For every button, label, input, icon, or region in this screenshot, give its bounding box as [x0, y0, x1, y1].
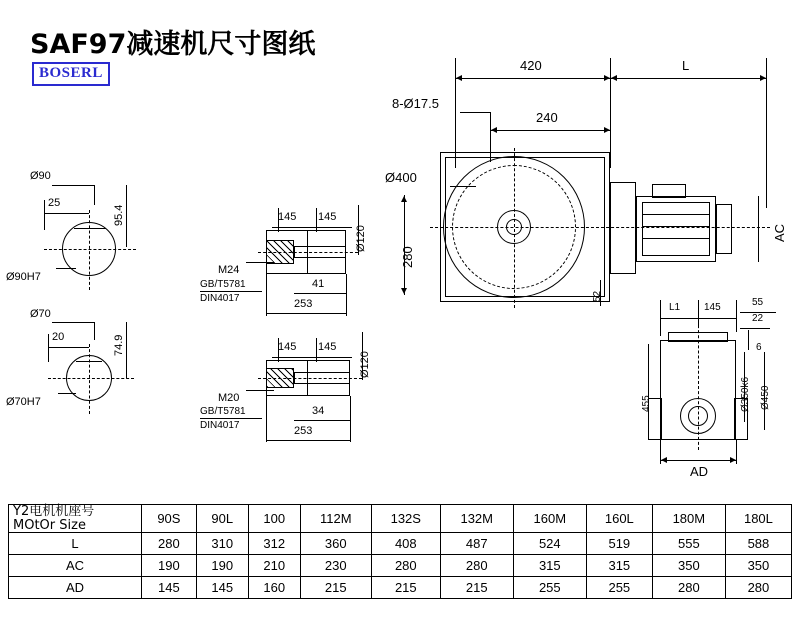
shaft-2-label-20: 20 [52, 331, 65, 343]
mid2-dim-253-line [266, 440, 350, 441]
label-52: 52 [592, 290, 603, 302]
table-row [9, 533, 792, 555]
mid1-label-253: 253 [294, 298, 313, 310]
top-dim-L-arrow-right [760, 75, 766, 81]
table-header-label-en: MOtOr Size [13, 517, 86, 533]
table-cell: 160 [248, 577, 300, 599]
brand-logo: BOSERL [32, 62, 110, 86]
dim-280-arrow-up [401, 196, 407, 202]
table-col-2: 100 [248, 505, 300, 533]
br-ext-ad-a [660, 440, 661, 464]
table-cell: 215 [300, 577, 371, 599]
shaft-1-ext-left [44, 200, 45, 230]
mid1-dim-145a [272, 227, 312, 228]
dim-240-arrow-right [604, 127, 610, 133]
mid2-dim-145a [272, 357, 312, 358]
table-cell: 280 [652, 577, 725, 599]
motor-fin-1 [642, 214, 710, 215]
br-label-AD: AD [690, 464, 709, 479]
mid-assembly-1-edge [307, 230, 308, 274]
br-label-22: 22 [752, 313, 764, 324]
table-cell: 280 [142, 533, 197, 555]
table-cell: 555 [652, 533, 725, 555]
mid2-ext-253a [266, 396, 267, 442]
br-dim-455-line [648, 344, 649, 440]
mid1-label-145a: 145 [278, 211, 297, 223]
shaft-2-bore-leader [58, 393, 76, 394]
shaft-1-bore-leader [56, 268, 76, 269]
AC-ext-line [758, 196, 759, 262]
front-view-centerline-v [698, 320, 699, 450]
table-col-0: 90S [142, 505, 197, 533]
table-row [9, 555, 792, 577]
table-col-6: 160M [513, 505, 586, 533]
mid2-ext-253b [350, 396, 351, 442]
mid-assembly-2-edge [307, 360, 308, 396]
table-row-label-AC: AC [9, 555, 142, 577]
table-cell: 210 [248, 555, 300, 577]
mid1-label-thread: M24 [218, 264, 240, 276]
table-row-label-AD: AD [9, 577, 142, 599]
table-cell: 408 [371, 533, 440, 555]
br-dim-22-line [740, 328, 770, 329]
shaft-2-centerline-v [89, 344, 90, 414]
table-cell: 145 [142, 577, 197, 599]
label-AC: AC [772, 223, 787, 242]
table-cell: 280 [371, 555, 440, 577]
mid-assembly-1-centerline [258, 252, 358, 253]
top-dim-420-arrow-left [456, 75, 462, 81]
mid2-label-145a: 145 [278, 341, 297, 353]
br-dim-145-line [698, 318, 736, 319]
shaft-2-bore-text: Ø70H7 [6, 396, 41, 408]
shaft-1-label-d90: Ø90 [30, 170, 51, 182]
dim-240-arrow-left [491, 127, 497, 133]
mid1-dim-253-line [266, 313, 346, 314]
mid1-std-underline [200, 291, 262, 292]
dim240-ext-b [610, 112, 611, 142]
dimension-table [8, 504, 792, 599]
br-ext-l1-b [698, 300, 699, 328]
holes-leader-h [460, 112, 490, 113]
br-dim-AD-line [660, 460, 736, 461]
mid2-dim-34-line [294, 420, 350, 421]
dim-280-arrow-down [401, 288, 407, 294]
shaft-2-label-bore [6, 396, 41, 408]
shaft-1-bore-text: Ø90H7 [6, 271, 41, 283]
br-label-145: 145 [704, 302, 721, 313]
mid2-label-145b: 145 [318, 341, 337, 353]
br-label-6: 6 [756, 342, 762, 353]
dia400-leader [450, 186, 476, 187]
br-label-350: Ø350k6 [740, 376, 751, 412]
table-cell: 315 [513, 555, 586, 577]
dim-240-line [490, 130, 610, 131]
table-col-9: 180L [725, 505, 791, 533]
table-cell: 215 [371, 577, 440, 599]
table-cell: 190 [142, 555, 197, 577]
shaft-1-label-bore [6, 271, 41, 283]
mid2-label-dia120: Ø120 [359, 351, 371, 378]
motor-fan-cover [716, 204, 732, 254]
table-cell: 360 [300, 533, 371, 555]
table-col-5: 132M [440, 505, 513, 533]
table-cell: 315 [586, 555, 652, 577]
top-dim-420-arrow-right [604, 75, 610, 81]
mid2-ext-b [316, 338, 317, 362]
mid2-label-34: 34 [312, 405, 325, 417]
shaft-1-label-954: 95.4 [113, 204, 125, 226]
table-cell: 255 [513, 577, 586, 599]
table-cell: 190 [196, 555, 248, 577]
mid1-ext-253a [266, 274, 267, 316]
motor-fins [642, 202, 710, 256]
mid2-label-std2: DIN4017 [200, 420, 240, 431]
shaft-2-label-d70: Ø70 [30, 308, 51, 320]
table-cell: 280 [725, 577, 791, 599]
mid2-label-253: 253 [294, 425, 313, 437]
motor-fin-3 [642, 238, 710, 239]
top-ext-right [766, 58, 767, 208]
table-cell: 215 [440, 577, 513, 599]
table-header-label-cn: Y2电机机座号 [13, 504, 95, 519]
shaft-2-centerline-h [48, 378, 134, 379]
br-dim-AD-arrow-left [661, 457, 667, 463]
mid1-label-std1: GB/T5781 [200, 279, 246, 290]
mid2-dim-145b [312, 357, 352, 358]
mid1-dim-41-line [294, 293, 346, 294]
mid1-label-std2: DIN4017 [200, 293, 240, 304]
shaft-2-dim-749-line [126, 322, 127, 378]
mid2-label-std1: GB/T5781 [200, 406, 246, 417]
mid1-label-dia120: Ø120 [355, 225, 367, 252]
mid1-ext-b [316, 208, 317, 232]
mid2-std-underline [200, 418, 262, 419]
table-cell: 145 [196, 577, 248, 599]
top-dim-420-line [455, 78, 610, 79]
table-cell: 519 [586, 533, 652, 555]
br-label-55: 55 [752, 297, 764, 308]
mid1-ext-253b [346, 274, 347, 316]
table-row [9, 577, 792, 599]
shaft-2-leader-d70-v [94, 322, 95, 340]
mid1-dim-145b [312, 227, 352, 228]
table-header-label [9, 505, 142, 533]
table-cell: 487 [440, 533, 513, 555]
table-header-row [9, 505, 792, 533]
shaft-1-dim-25-line [44, 213, 89, 214]
br-label-L1: L1 [669, 302, 681, 313]
table-cell: 280 [440, 555, 513, 577]
label-280: 280 [400, 246, 415, 268]
motor-terminal-box [652, 184, 686, 198]
table-cell: 255 [586, 577, 652, 599]
label-240: 240 [536, 110, 558, 125]
shaft-2-dim-20-line [48, 347, 89, 348]
br-label-450: Ø450 [760, 385, 771, 410]
shaft-1-dim-954-line [126, 185, 127, 247]
table-col-7: 160L [586, 505, 652, 533]
gearbox-centerline-v [514, 148, 515, 308]
shaft-1-leader-d90 [52, 185, 94, 186]
motor-fin-2 [642, 226, 710, 227]
shaft-1-leader-d90-v [94, 185, 95, 205]
top-dim-L-line [610, 78, 766, 79]
shaft-2-leader-d70 [52, 322, 94, 323]
shaft-section-1-flat [74, 228, 106, 229]
top-dim-L-arrow-left [611, 75, 617, 81]
br-ext-145 [736, 300, 737, 332]
table-col-4: 132S [371, 505, 440, 533]
table-cell: 230 [300, 555, 371, 577]
br-label-455: 455 [641, 395, 652, 412]
mid1-label-41: 41 [312, 278, 325, 290]
br-dim-6-line [748, 330, 749, 350]
label-dia400: Ø400 [385, 170, 417, 185]
table-cell: 524 [513, 533, 586, 555]
shaft-1-centerline-h [44, 249, 136, 250]
table-col-3: 112M [300, 505, 371, 533]
shaft-1-centerline-v [89, 210, 90, 290]
mid-assembly-2-centerline [258, 378, 362, 379]
page-title: SAF97减速机尺寸图纸 [30, 29, 316, 60]
label-8-holes: 8-Ø17.5 [392, 96, 439, 111]
br-dim-l1-line [660, 318, 698, 319]
mid2-thread-leader [246, 390, 274, 391]
top-label-420: 420 [520, 58, 542, 73]
dim280-ext [404, 195, 405, 295]
table-cell: 350 [725, 555, 791, 577]
table-cell: 588 [725, 533, 791, 555]
mid2-label-thread: M20 [218, 392, 240, 404]
shaft-2-label-749: 74.9 [113, 334, 125, 356]
shaft-1-label-25: 25 [48, 197, 61, 209]
table-cell: 350 [652, 555, 725, 577]
table-col-8: 180M [652, 505, 725, 533]
table-cell: 310 [196, 533, 248, 555]
table-cell: 312 [248, 533, 300, 555]
table-row-label-L: L [9, 533, 142, 555]
br-ext-ad-b [736, 440, 737, 464]
shaft-2-ext-left [48, 334, 49, 362]
mid1-label-145b: 145 [318, 211, 337, 223]
mid1-thread-leader [246, 262, 274, 263]
motor-adapter [610, 182, 636, 274]
top-label-L: L [682, 58, 690, 73]
table-col-1: 90L [196, 505, 248, 533]
